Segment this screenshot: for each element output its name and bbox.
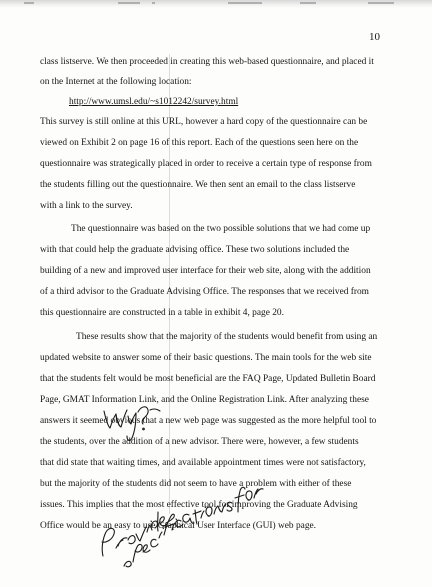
text-line: This survey is still online at this URL, however a hard copy of the questionnaire can be	[40, 117, 368, 127]
text-line: questionnaire was strategically placed in order to receive a certain type of response from	[40, 159, 372, 169]
text-line: issues. This implies that the most effective tool for improving the Graduate Advising	[40, 500, 358, 510]
text-line: class listserve. We then proceeded in creating this web-based questionnaire, and placed it	[40, 57, 374, 67]
text-line: building of a new and improved user interface for their web site, along with the addition	[40, 266, 371, 276]
page-number: 10	[369, 31, 380, 43]
text-line: that did state that waiting times, and available appointment times were not satisfactory,	[40, 458, 366, 468]
handwritten-note-why	[104, 407, 160, 441]
text-line: viewed on Exhibit 2 on page 16 of this report. Each of the questions seen here on the	[40, 138, 359, 148]
text-line: These results show that the majority of the students would benefit from using an	[76, 332, 378, 342]
text-line: that the students felt would be most beneficial are the FAQ Page, Updated Bulletin Board	[40, 374, 376, 384]
text-line: The questionnaire was based on the two possible solutions that we had come up	[71, 224, 371, 234]
handwritten-note-specifications	[102, 487, 263, 567]
text-line: with a link to the survey.	[40, 201, 133, 211]
text-line: this questionnaire are constructed in a table in exhibit 4, page 20.	[40, 308, 284, 318]
text-line: but the majority of the students did not seem to have a problem with either of these	[40, 479, 352, 489]
text-line: on the Internet at the following location:	[40, 77, 192, 87]
text-line: of a third advisor to the Graduate Advising Office. The responses that we received from	[40, 287, 369, 297]
survey-url-link[interactable]: http://www.umsl.edu/~s1012242/survey.html	[69, 97, 239, 107]
text-line: the students, over the addition of a new advisor. There were, however, a few students	[40, 437, 359, 447]
text-line: Office would be an easy to use Graphical User Interface (GUI) web page.	[40, 521, 317, 531]
text-line: Page, GMAT Information Link, and the Online Registration Link. After analyzing these	[40, 395, 369, 405]
text-line: answers it seemed obvious that a new web page was suggested as the more helpful tool to	[40, 416, 377, 426]
text-line: updated website to answer some of their basic questions. The main tools for the web site	[40, 353, 372, 363]
text-line: the students filling out the questionnaire. We then sent an email to the class listserve	[40, 180, 356, 190]
text-line: with that could help the graduate advising office. These two solutions included the	[40, 245, 350, 255]
